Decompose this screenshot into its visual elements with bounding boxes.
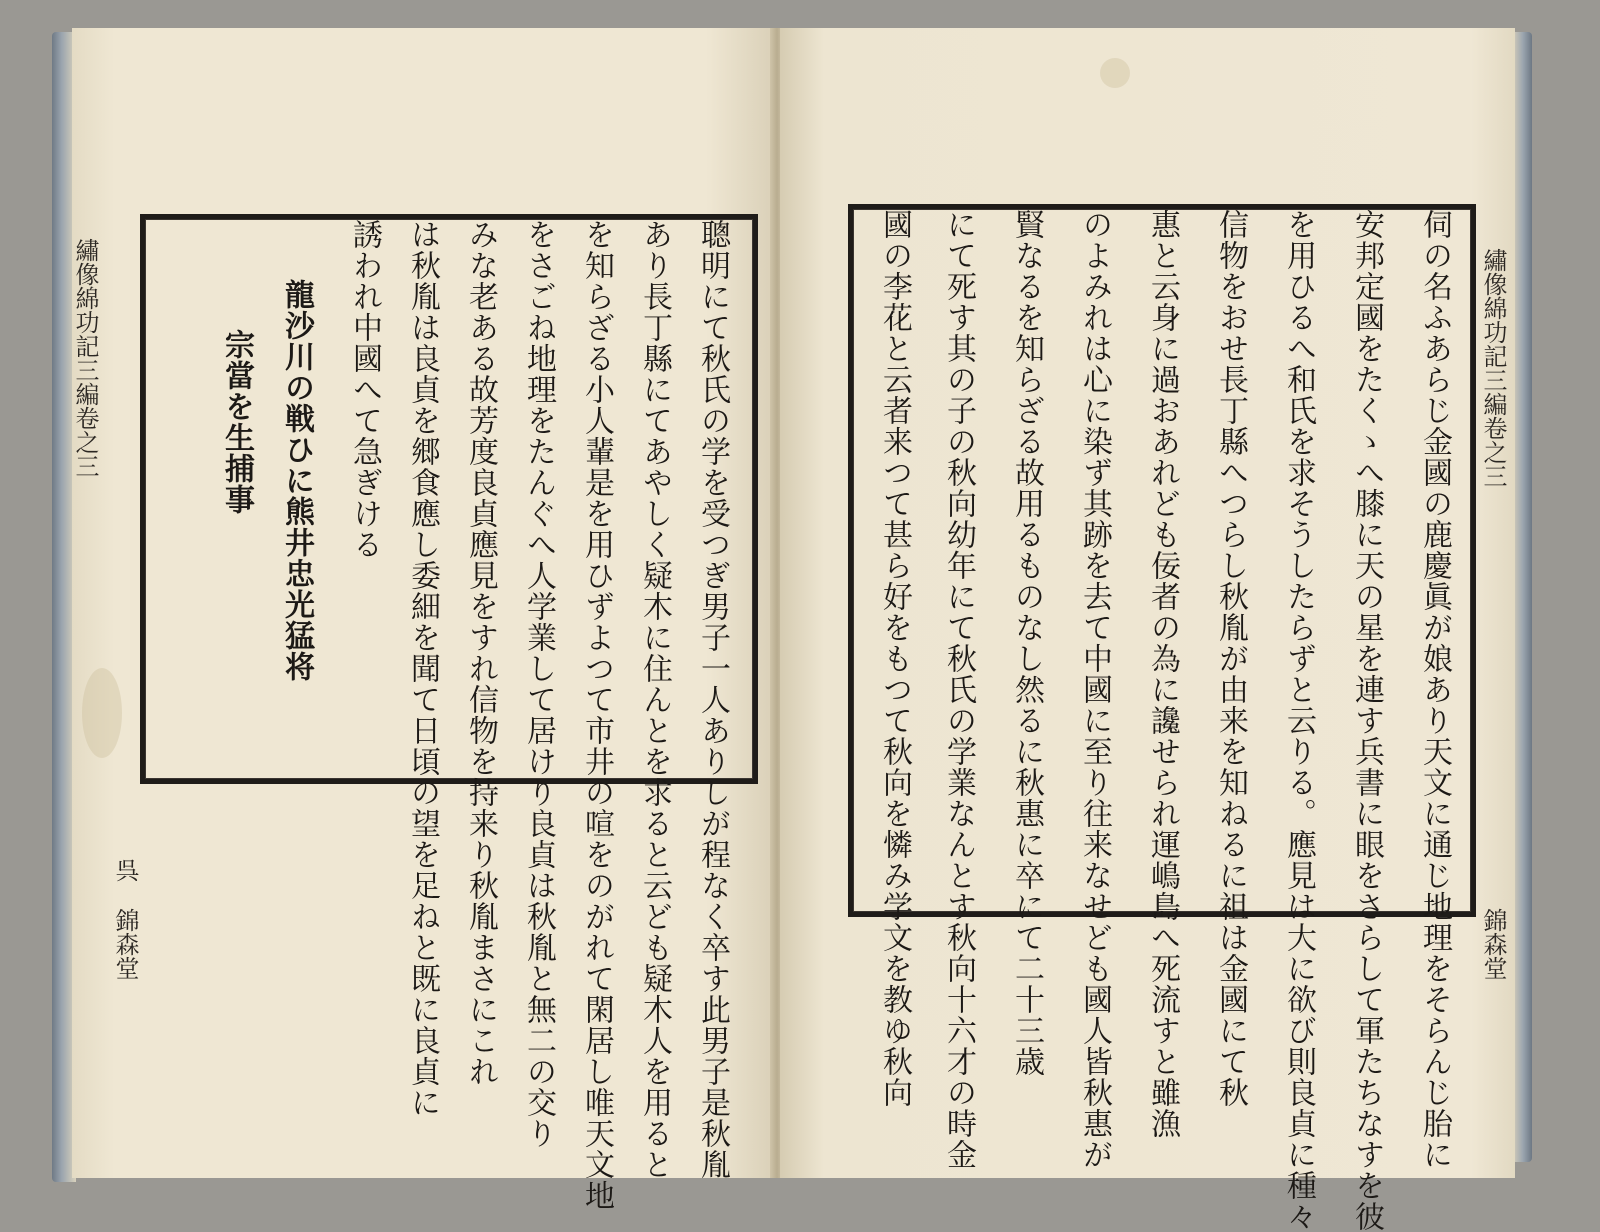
paper-stain	[1100, 58, 1130, 88]
left-page	[71, 28, 777, 1211]
text-column: のよみれは心に染ず其跡を去て中國に至り往来なせども國人皆秋惠が	[1077, 209, 1112, 1170]
left-text-frame	[140, 214, 758, 1211]
text-column: 聰明にて秋氏の学を受つぎ男子一人ありしが程なく卒す此男子是秋胤	[695, 219, 730, 1180]
text-column: にて死す其の子の秋向幼年にて秋氏の学業なんとす秋向十六才の時金	[941, 209, 976, 1170]
book-cover-right-edge	[1512, 32, 1532, 1162]
paper-stain	[82, 668, 122, 758]
text-column: あり長丁縣にてあやしく疑木に住んとを求ると云ども疑木人を用ると	[637, 219, 672, 1180]
text-column: 國の李花と云者来つて甚ら好をもつて秋向を憐み学文を教ゆ秋向	[877, 209, 912, 1108]
text-column: は秋胤は良貞を郷食應し委細を聞て日頃の望を足ねと既に良貞に	[405, 219, 440, 1118]
text-column: 信物をおせ長丁縣へつらし秋胤が由来を知ねるに祖は金國にて秋	[1213, 209, 1248, 1108]
text-column: 安邦定國をたくゝへ膝に天の星を連す兵書に眼をさらして軍たちなすを彼	[1349, 209, 1384, 1232]
text-column: を知らざる小人輩是を用ひずよつて市井の喧をのがれて閑居し唯天文地	[579, 219, 614, 1211]
text-column: 惠と云身に過おあれども佞者の為に讒せられ運嶋島へ死流すと雖漁	[1145, 209, 1180, 1139]
chapter-heading: 龍沙川の戦ひに熊井忠光猛将	[279, 279, 314, 682]
right-margin-title: 繡像綿功記三編卷之三	[1479, 248, 1507, 488]
left-margin-title: 繡像綿功記三編卷之三	[71, 238, 99, 478]
text-column: 伺の名ふあらじ金國の鹿慶眞が娘あり天文に通じ地理をそらんじ胎に	[1417, 209, 1452, 1170]
text-column: 誘われ中國へて急ぎける	[347, 219, 382, 560]
chapter-heading: 宗當を生捕事	[219, 329, 254, 515]
text-column: 賢なるを知らざる故用るものなし然るに秋惠に卒にて二十三歳	[1009, 209, 1044, 1077]
left-margin-page-number: 呉	[111, 858, 139, 882]
text-column: みな老ある故芳度良貞應見をすれ信物を持来り秋胤まさにこれ	[463, 219, 498, 1087]
left-margin-publisher: 錦森堂	[111, 908, 139, 980]
open-book	[52, 22, 1532, 1232]
text-column: を用ひるへ和氏を求そうしたらずと云りる。應見は大に欲び則良貞に種々	[1281, 209, 1316, 1232]
text-column: をさごね地理をたんぐへ人学業して居けり良貞は秋胤と無二の交り	[521, 219, 556, 1149]
right-margin-publisher: 錦森堂	[1479, 908, 1507, 980]
right-text-frame	[848, 204, 1476, 1232]
right-page	[780, 28, 1515, 1232]
